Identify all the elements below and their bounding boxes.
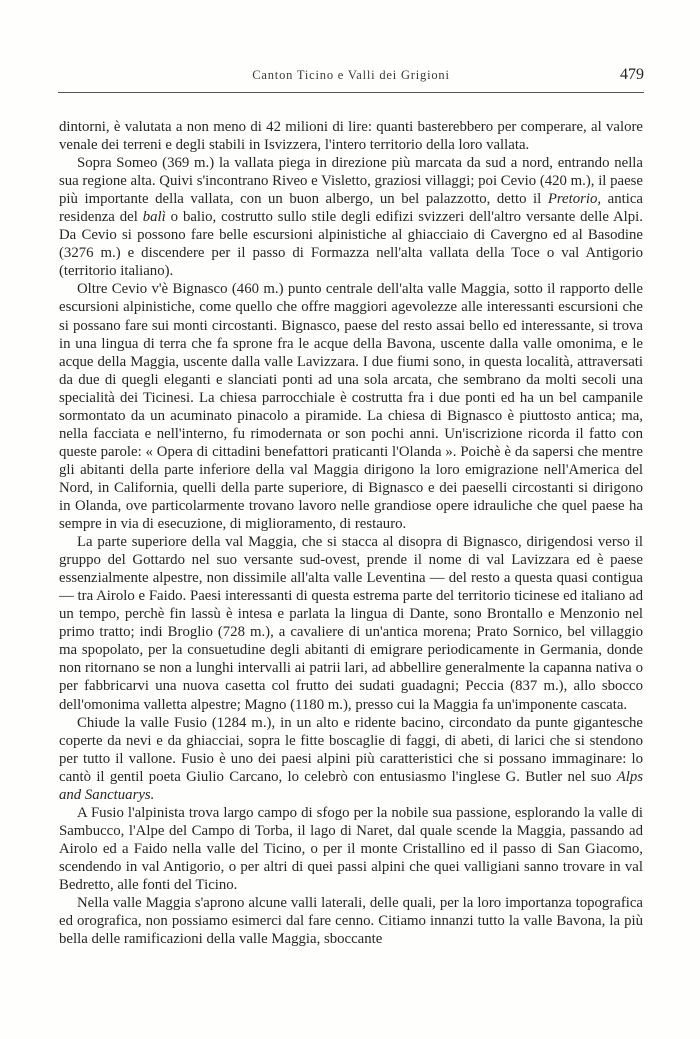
text-run: Nella valle Maggia s'aprono alcune valli laterali, delle quali, per la loro importanza topografica ed orografica, non possiamo esimerci dal fare cenno. Citiamo innanzi tutto la valle Bavona, la più bella delle ramificazioni della valle Maggia, sboccante [59, 895, 643, 948]
italic-run: Alps and Sanctuarys. [59, 768, 643, 803]
header-rule [58, 92, 644, 93]
text-run: Sopra Someo (369 m.) la vallata piega in direzione più marcata da sud a nord, entrando nella sua regione alta. Quivi s'incontrano Riveo e Visletto, graziosi villaggi; poi Cevio (420 m.), il paese più importante della vallata, con un buon albergo, un bel palazzotto, detto il [59, 155, 643, 208]
text-run: antica residenza del [59, 191, 643, 226]
text-run: Chiude la valle Fusio (1284 m.), in un alto e ridente bacino, circondato da punte gigantesche coperte da nevi e da ghiacciai, sopra le fitte boscaglie di faggi, di abeti, di larici che si stendono per tutto il vallone. Fusio è uno dei paesi alpini più caratteristici che si possano immaginare: lo cantò il gentil poeta Giulio Carcano, lo celebrò con entusiasmo l'inglese G. Butler nel suo [59, 714, 643, 785]
paragraph [59, 533, 643, 713]
running-head [58, 68, 644, 94]
running-title: Canton Ticino e Valli dei Grigioni [252, 68, 450, 82]
text-run: Oltre Cevio v'è Bignasco (460 m.) punto centrale dell'alta valle Maggia, sotto il rapporto delle escursioni alpinistiche, come quello che offre maggiori agevolezze alle interessanti escursioni che si possano fare sui monti circostanti. Bignasco, paese del resto assai bello ed interessante, si trova in una lingua di terra che fa sprone fra le acque della Bavona, uscente dalla valle omonima, e le acque della Maggia, uscente dalla valle Lavizzara. I due fiumi sono, in questa località, attraversati da due di quegli eleganti e slanciati ponti ad una sola arcata, che sembrano da molti secoli una specialità dei Ticinesi. La chiesa parrocchiale è costrutta fra i due ponti ed ha un bel campanile sormontato da un acuminato pinacolo a piramide. La chiesa di Bignasco è piuttosto antica; ma, nella facciata e nell'interno, fu rimodernata or son pochi anni. Un'iscrizione ricorda il fatto con queste parole: « Opera di cittadini benefattori praticanti l'Olanda ». Poichè è da sapersi che mentre gli abitanti della parte inferiore della val Maggia dirigono la loro emigrazione nell'America del Nord, in California, quelli della parte superiore, di Bignasco e dei paeselli circostanti si dirigono in Olanda, ove particolarmente trovano lavoro nelle grandiose opere idrauliche che quel paese ha sempre in via di esecuzione, di miglioramento, di restauro. [59, 281, 643, 533]
text-run: dintorni, è valutata a non meno di 42 milioni di lire: quanti basterebbero per comperare, al valore venale dei terreni e degli stabili in Isvizzera, l'intero territorio della loro vallata. [59, 119, 643, 154]
text-run: A Fusio l'alpinista trova largo campo di sfogo per la nobile sua passione, esplorando la valle di Sambucco, l'Alpe del Campo di Torba, il lago di Naret, dal quale scende la Maggia, passando ad Airolo ed a Faido nella valle del Ticino, o per il monte Cristallino ed il passo di San Giacomo, scendendo in val Antigorio, o per altri di quei passi alpini che quei valligiani sanno trovare in val Bedretto, alle fonti del Ticino. [59, 804, 643, 893]
body-text [59, 118, 643, 948]
text-run: La parte superiore della val Maggia, che si stacca al disopra di Bignasco, dirigendosi verso il gruppo del Gottardo nel suo versante sud-ovest, prende il nome di val Lavizzara ed è paese essenzialmente alpestre, non dissimile all'alta valle Leventina — del resto a questa quasi contigua — tra Airolo e Faido. Paesi interessanti di questa estrema parte del territorio ticinese ed italiano ad un tempo, perchè fin lassù è intesa e parlata la lingua di Dante, sono Brontallo e Menzonio nel primo tratto; indi Broglio (728 m.), a cavaliere di un'antica morena; Prato Sornico, bel villaggio ma spopolato, per la consuetudine degli abitanti di emigrare periodicamente in Germania, donde non ritornano se non a lunghi intervalli ai patrii lari, ad abbellire generalmente la capanna nativa o per fabbricarvi una nuova casetta col frutto dei sudati guadagni; Peccia (837 m.), allo sbocco dell'omonima valletta alpestre; Magno (1180 m.), presso cui la Maggia fa un'imponente cascata. [59, 534, 643, 713]
page-number: 479 [620, 66, 644, 83]
paragraph [59, 714, 643, 804]
italic-run: Pretorio, [547, 191, 602, 208]
paragraph [59, 894, 643, 948]
paragraph [59, 804, 643, 894]
paragraph [59, 154, 643, 280]
italic-run: balì [142, 209, 166, 226]
paragraph [59, 118, 643, 154]
text-run: o balio, costrutto sullo stile degli edifizi svizzeri dell'altro versante delle Alpi. Da Cevio si possono fare belle escursioni alpinistiche al ghiacciaio di Cavergno ed al Basodine (3276 m.) e discendere per il passo di Formazza nell'alta vallata della Toce o val Antigorio (territorio italiano). [59, 209, 643, 280]
paragraph [59, 280, 643, 533]
